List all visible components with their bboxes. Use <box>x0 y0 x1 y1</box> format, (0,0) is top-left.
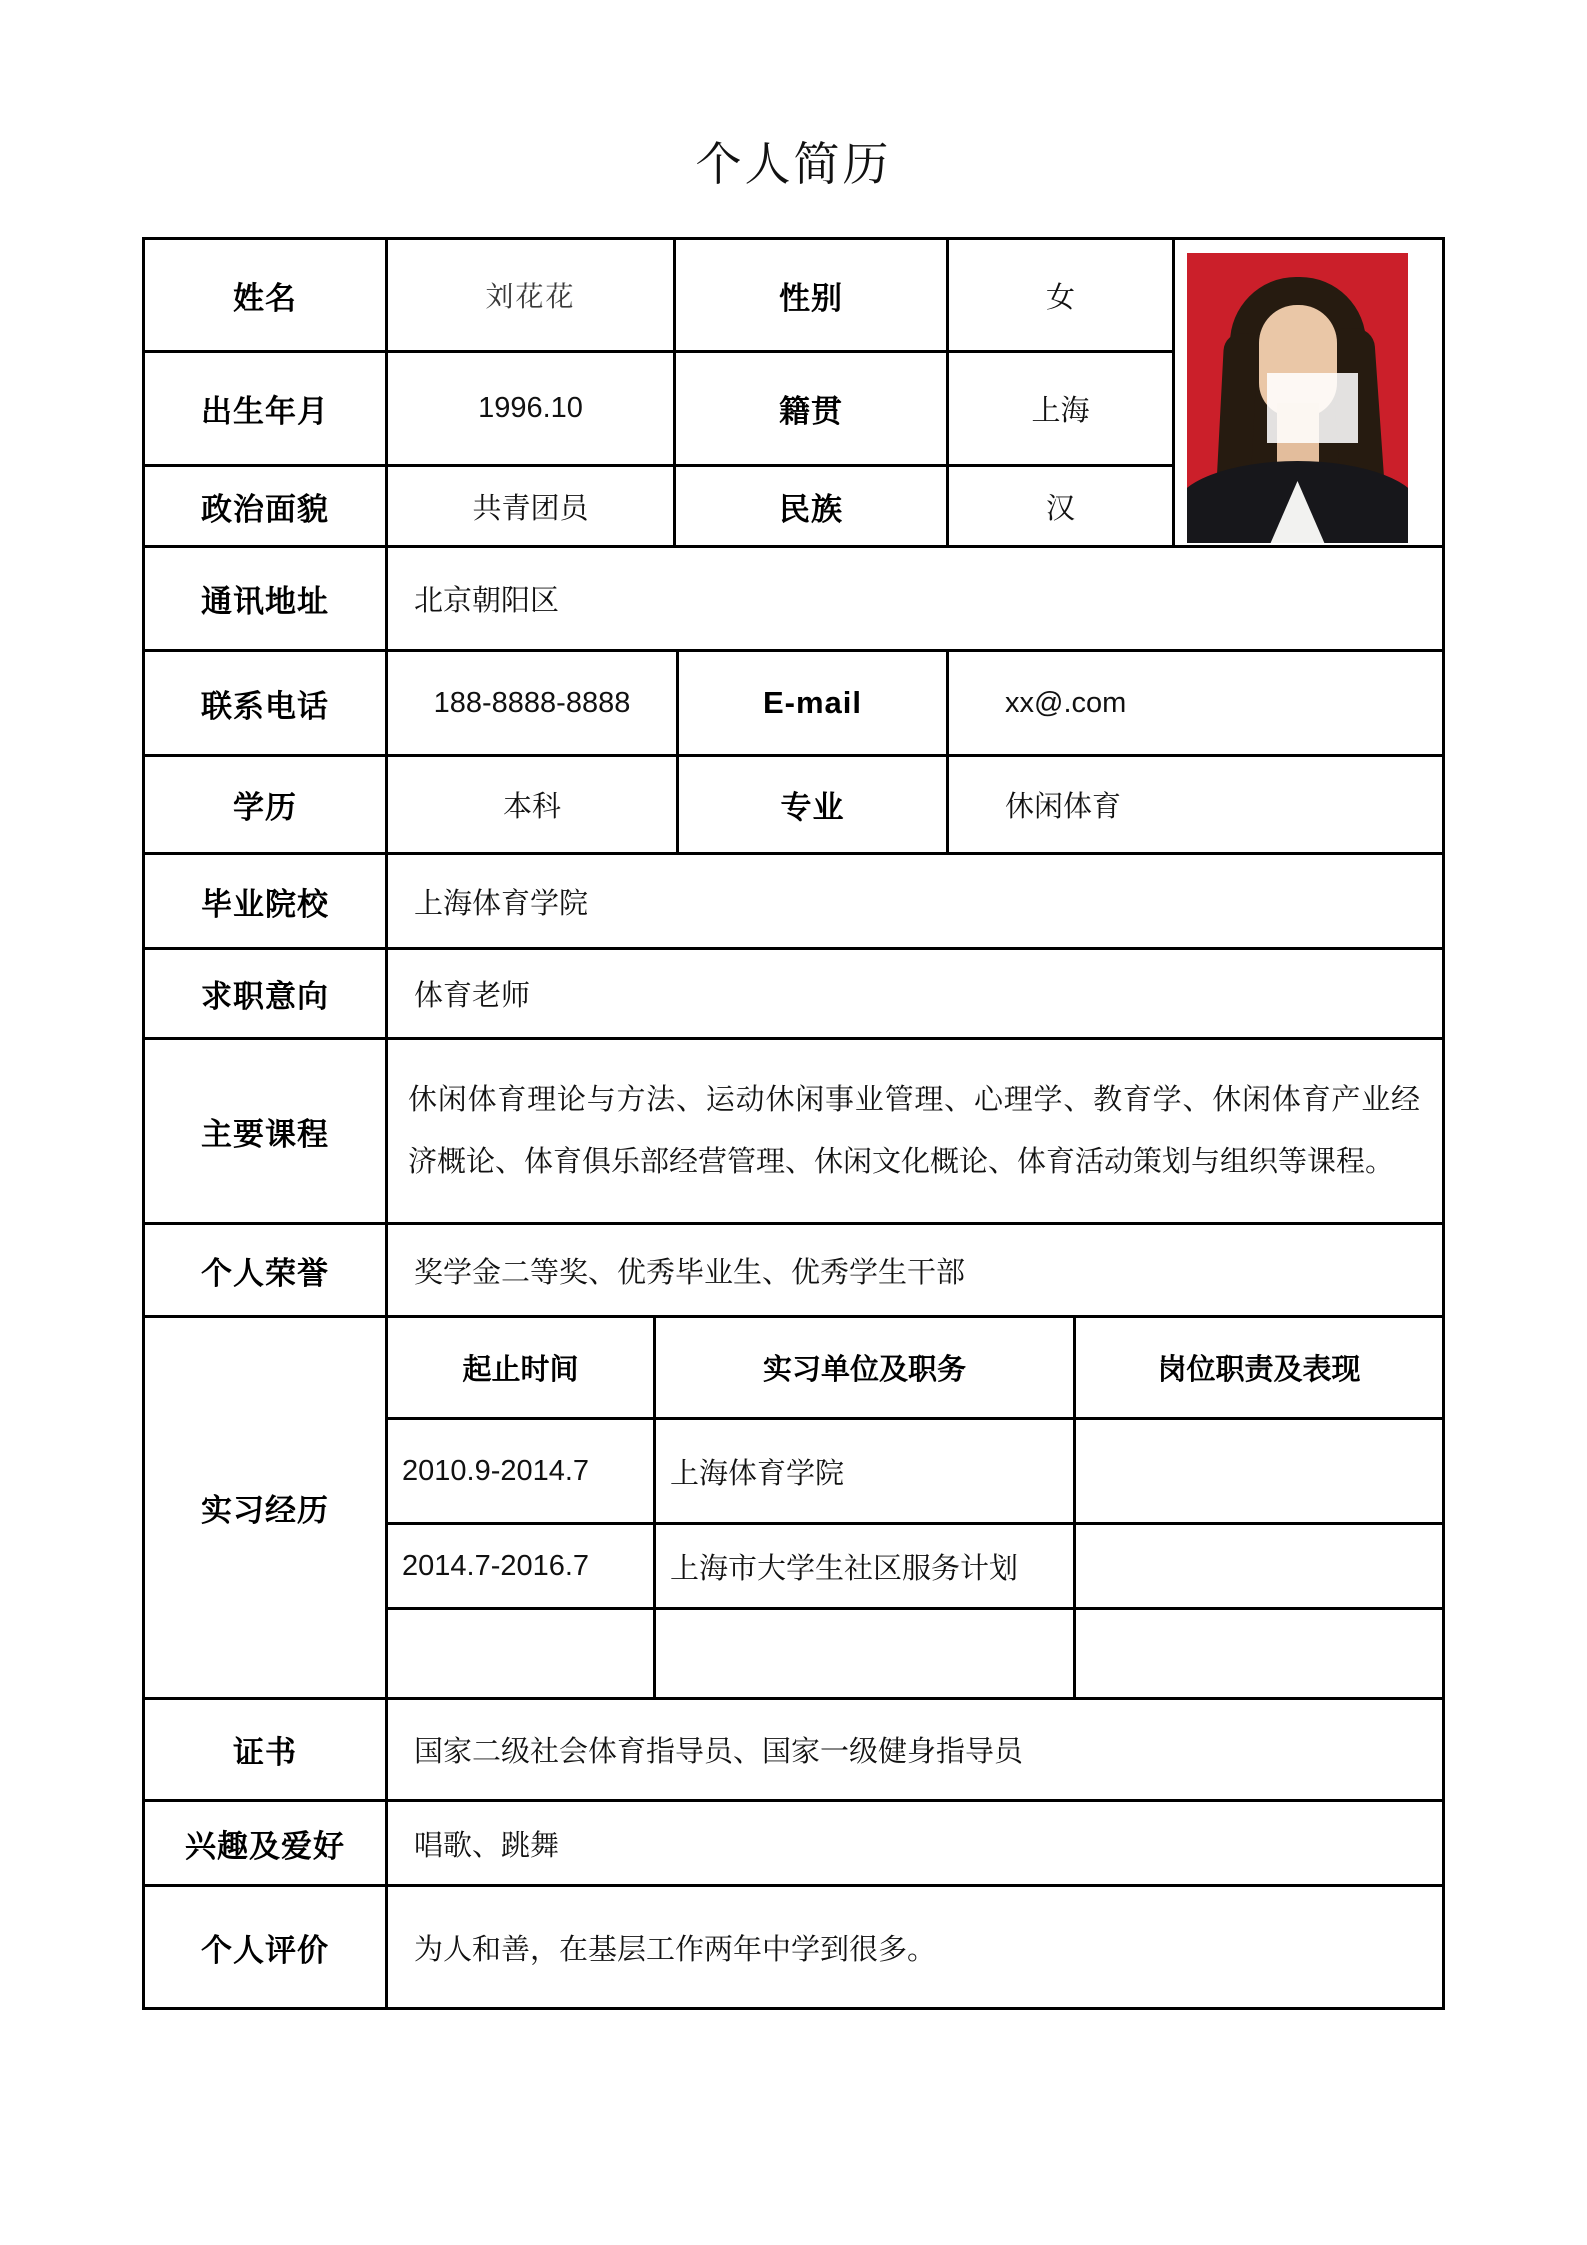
address-value: 北京朝阳区 <box>388 548 1442 652</box>
hobbies-value: 唱歌、跳舞 <box>388 1802 1442 1887</box>
internship-row-org <box>656 1610 1076 1700</box>
honors-value: 奖学金二等奖、优秀毕业生、优秀学生干部 <box>388 1225 1442 1318</box>
email-value: xx@.com <box>949 652 1442 757</box>
page-title: 个人简历 <box>695 138 892 190</box>
origin-value: 上海 <box>949 353 1175 467</box>
photo-privacy-overlay <box>1267 373 1359 443</box>
address-label: 通讯地址 <box>145 548 388 652</box>
internship-row-time <box>388 1610 656 1700</box>
address-section <box>145 548 1442 652</box>
political-status-label: 政治面貌 <box>145 467 388 548</box>
ethnicity-label: 民族 <box>676 467 949 548</box>
internship-row-duty <box>1076 1525 1442 1610</box>
birthdate-label: 出生年月 <box>145 353 388 467</box>
main-courses-text: 休闲体育理论与方法、运动休闲事业管理、心理学、教育学、休闲体育产业经济概论、体育俱乐部经营管理、休闲文化概论、体育活动策划与组织等课程。 <box>408 1084 1420 1178</box>
internship-time-header: 起止时间 <box>388 1318 656 1420</box>
internship-section <box>145 1318 1442 1700</box>
id-photo <box>1187 253 1408 543</box>
job-objective-value: 体育老师 <box>388 950 1442 1040</box>
education-detail-section <box>145 855 1442 1318</box>
photo-cell <box>1175 240 1442 548</box>
ethnicity-value: 汉 <box>949 467 1175 548</box>
graduate-school-label: 毕业院校 <box>145 855 388 950</box>
internship-row-time: 2010.9-2014.7 <box>388 1420 656 1525</box>
degree-value: 本科 <box>388 757 679 855</box>
internship-row-duty <box>1076 1420 1442 1525</box>
job-objective-label: 求职意向 <box>145 950 388 1040</box>
name-label: 姓名 <box>145 240 388 353</box>
political-status-value: 共青团员 <box>388 467 676 548</box>
degree-label: 学历 <box>145 757 388 855</box>
resume-table <box>142 237 1445 2010</box>
major-value: 休闲体育 <box>949 757 1442 855</box>
self-evaluation-value: 为人和善，在基层工作两年中学到很多。 <box>388 1887 1442 2007</box>
birthdate-value: 1996.10 <box>388 353 676 467</box>
basic-info-section <box>145 240 1442 548</box>
main-courses-value <box>388 1040 1442 1225</box>
internship-org-header: 实习单位及职务 <box>656 1318 1076 1420</box>
origin-label: 籍贯 <box>676 353 949 467</box>
contact-education-section <box>145 652 1442 855</box>
name-value: 刘花花 <box>388 240 676 353</box>
internship-row-org: 上海体育学院 <box>656 1420 1076 1525</box>
internship-row-org: 上海市大学生社区服务计划 <box>656 1525 1076 1610</box>
honors-label: 个人荣誉 <box>145 1225 388 1318</box>
footer-section <box>145 1700 1442 2007</box>
hobbies-label: 兴趣及爱好 <box>145 1802 388 1887</box>
phone-label: 联系电话 <box>145 652 388 757</box>
self-evaluation-label: 个人评价 <box>145 1887 388 2007</box>
internship-row-duty <box>1076 1610 1442 1700</box>
certificates-value: 国家二级社会体育指导员、国家一级健身指导员 <box>388 1700 1442 1802</box>
internship-row-time: 2014.7-2016.7 <box>388 1525 656 1610</box>
internship-duty-header: 岗位职责及表现 <box>1076 1318 1442 1420</box>
certificates-label: 证书 <box>145 1700 388 1802</box>
graduate-school-value: 上海体育学院 <box>388 855 1442 950</box>
email-label: E-mail <box>679 652 949 757</box>
internship-label: 实习经历 <box>145 1318 388 1700</box>
main-courses-label: 主要课程 <box>145 1040 388 1225</box>
gender-value: 女 <box>949 240 1175 353</box>
gender-label: 性别 <box>676 240 949 353</box>
major-label: 专业 <box>679 757 949 855</box>
phone-value: 188-8888-8888 <box>388 652 679 757</box>
